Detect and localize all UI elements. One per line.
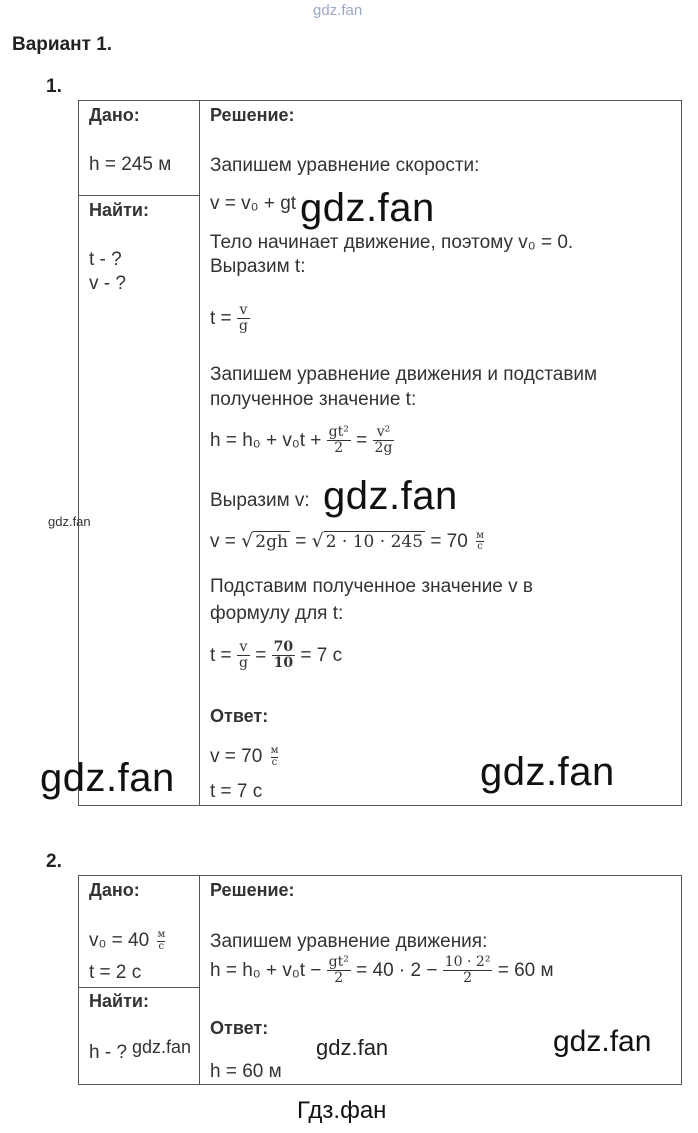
formula-text: h = h₀ + v₀t − [210,959,322,981]
answer-line: h = 60 м [210,1061,282,1082]
solution-line: Запишем уравнение скорости: [210,155,480,176]
find-label: Найти: [89,200,149,220]
formula-text: = [295,531,307,552]
formula-t [210,303,250,335]
solution-line: Выразим t: [210,256,306,277]
formula-h2 [210,955,554,987]
given-text: v₀ = 40 [89,930,150,952]
problem2-given-divider [78,987,200,988]
solution-line: v = v₀ + gt [210,193,297,214]
answer-label: Ответ: [210,1018,269,1038]
given-label: Дано: [89,880,140,900]
find-item: h - ? [89,1042,128,1063]
watermark: gdz.fan [40,756,175,800]
given-value: t = 2 с [89,962,142,983]
watermark: gdz.fan [132,1037,192,1057]
fraction: $\frac{\text{v²}}{2g}$ [374,424,393,457]
formula-t-result [210,640,342,672]
solution-label: Решение: [210,880,295,900]
fraction: $\frac{\text{gt²}}{2}$ [328,954,349,987]
problem1-number: 1. [46,76,62,97]
problem2-number: 2. [46,851,62,872]
footer-watermark: Гдз.фан [297,1097,387,1124]
formula-text: = [255,644,267,666]
problem1-divider [199,100,200,806]
formula-text: = 60 м [497,959,554,981]
find-label: Найти: [89,991,149,1011]
answer-line: t = 7 с [210,781,263,802]
formula-text: = [356,429,368,451]
given-value: h = 245 м [89,154,172,175]
watermark: gdz.fan [48,514,91,529]
formula-text: = 7 с [300,644,343,666]
answer-label: Ответ: [210,706,269,726]
fraction: $\frac{70}{10}$ [273,639,294,672]
formula-text: v = [210,531,236,552]
sqrt-expression: 2gh [255,532,288,552]
unit-fraction: м с [270,745,279,768]
formula-text: = 70 [430,531,468,552]
variant-title: Вариант 1. [12,34,113,55]
solution-line: Подставим полученное значение v в [210,576,534,597]
solution-line: Запишем уравнение движения: [210,931,488,952]
solution-line: полученное значение t: [210,389,417,410]
formula-h [210,425,394,457]
watermark: gdz.fan [323,474,458,518]
solution-line: Выразим v: [210,490,310,511]
find-item: t - ? [89,249,122,270]
top-watermark: gdz.fan [313,2,363,19]
given-value [89,930,165,952]
solution-label: Решение: [210,105,295,125]
watermark: gdz.fan [480,750,615,794]
formula-text: h = h₀ + v₀t + [210,429,322,451]
solution-line: Запишем уравнение движения и подставим [210,364,598,385]
answer-text: v = 70 [210,746,263,768]
fraction: $\frac{v}{g}$ [238,639,248,672]
solution-line: формулу для t: [210,603,344,624]
watermark: gdz.fan [553,1025,652,1058]
formula-text: t = [210,644,232,666]
problem2-divider [199,875,200,1085]
problem1-given-divider [78,195,200,196]
watermark: gdz.fan [300,186,435,230]
sqrt-expression: 2 · 10 · 245 [325,532,424,552]
formula-v: v = √ 2gh = √ 2 · 10 · 245 = 70 м с [210,529,484,553]
watermark: gdz.fan [316,1035,389,1060]
fraction: $\frac{\text{10 · 2²}}{2}$ [444,954,491,987]
unit-fraction: м с [476,529,484,553]
fraction: $\frac{v}{g}$ [238,302,248,335]
find-item: v - ? [89,273,126,294]
formula-text: t = [210,307,232,329]
solution-line: Тело начинает движение, поэтому v₀ = 0. [210,232,574,253]
unit-fraction: м с [157,929,166,952]
formula-text: = 40 · 2 − [356,959,438,981]
answer-line [210,746,278,768]
given-label: Дано: [89,105,140,125]
fraction: $\frac{\text{gt²}}{2}$ [328,424,349,457]
